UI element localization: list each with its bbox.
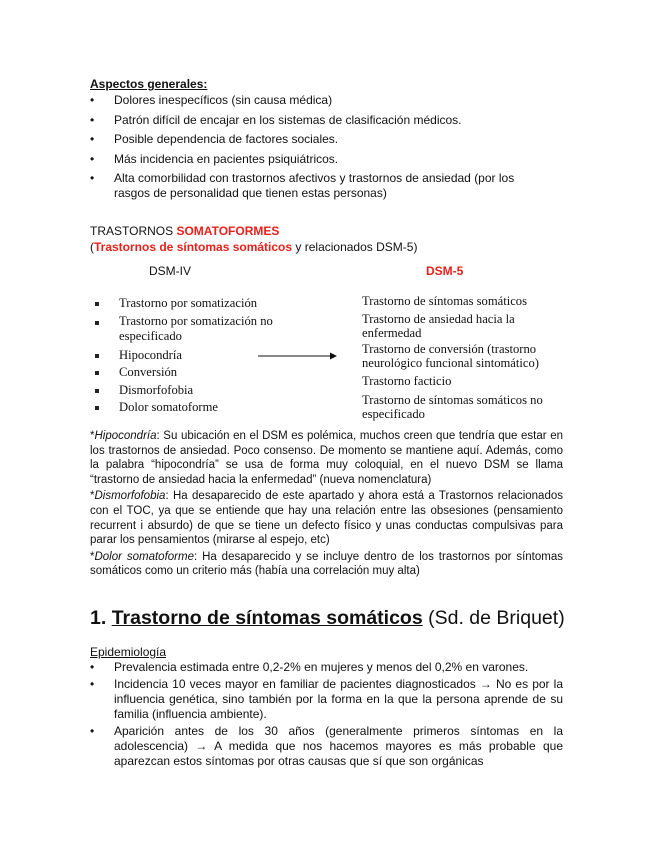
list-item: Trastorno de síntomas somáticos [362, 294, 527, 308]
list-item: • Alta comorbilidad con trastornos afectivos y trastornos de ansiedad (por los rasgos de personalidad que tienen estas personas) [90, 171, 515, 201]
dsm5-list [362, 294, 562, 425]
bullet-icon: • [90, 132, 95, 147]
list-item: • Posible dependencia de factores sociales. [90, 132, 339, 147]
list-item: Dismorfofobia [95, 382, 310, 400]
note-paragraph: *Dolor somatoforme: Ha desaparecido y se incluye dentro de los trastornos por síntomas somáticos como un criterio más (había una correlación muy alta) [90, 550, 563, 578]
list-item: Trastorno de conversión (trastorno neurológico funcional sintomático) [362, 342, 539, 370]
list-item: • Más incidencia en pacientes psiquiátricos. [90, 151, 339, 166]
square-bullet-icon [95, 406, 99, 410]
bullet-icon: • [90, 171, 95, 186]
list-item: • Patrón difícil de encajar en los sistemas de clasificación médicos. [90, 112, 462, 127]
list-item: • Aparición antes de los 30 años (generalmente primeros síntomas en la adolescencia) → A medida que nos hacemos mayores es más probable que aparezcan estos síntomas por otras causas que sí que son orgánicas [90, 724, 563, 768]
square-bullet-icon [95, 389, 99, 393]
general-section [90, 77, 552, 201]
list-item: Hipocondría [95, 347, 310, 365]
list-item: • Incidencia 10 veces mayor en familiar de pacientes diagnosticados → No es por la influencia genética, sino también por la forma en la que la persona aprende de su familia (influencia ambiente). [90, 677, 563, 721]
section-title: 1. Trastorno de síntomas somáticos (Sd. de Briquet) [90, 607, 565, 629]
list-item: Trastorno de síntomas somáticos no especificado [362, 393, 543, 421]
note-paragraph: *Dismorfofobia: Ha desaparecido de este apartado y ahora está a Trastornos relacionados con el TOC, ya que se entiende que hay una relación entre las obsesiones (pensamiento recurrent i absurdo) de que se tiene un defecto físico y unas conductas compulsivas para parar los pensamientos (mirarse al espejo, etc) [90, 490, 563, 547]
bullet-icon: • [90, 677, 95, 691]
right-arrow-icon [258, 351, 338, 361]
list-item: Trastorno facticio [362, 374, 452, 388]
note-paragraph: *Hipocondría: Su ubicación en el DSM es polémica, muchos creen que tendría que estar en los trastornos de ansiedad. Poco consenso. De momento se mantiene aquí. Además, como la palabra “hipocondría” se usa de forma muy coloquial, en el nuevo DSM se llama “trastorno de ansiedad hacia la enfermedad” (nueva nomenclatura) [90, 430, 563, 486]
notes-block [90, 429, 563, 579]
epidemiology-heading: Epidemiología [90, 645, 167, 659]
bullet-icon: • [90, 112, 95, 127]
bullet-icon: • [90, 93, 95, 107]
bullet-icon: • [90, 724, 95, 738]
bullet-icon: • [90, 151, 95, 166]
epidemiology-list [90, 660, 563, 769]
list-item: Trastorno por somatización [95, 295, 310, 313]
list-item: Trastorno de ansiedad hacia la enfermedad [362, 311, 515, 340]
general-heading: Aspectos generales: [90, 77, 208, 91]
list-item: Dolor somatoforme [95, 399, 310, 417]
general-list [90, 93, 552, 201]
list-item: • Prevalencia estimada entre 0,2-2% en mujeres y menos del 0,2% en varones. [90, 660, 529, 674]
square-bullet-icon [95, 371, 99, 375]
somato-heading: TRASTORNOS SOMATOFORMES (Trastornos de síntomas somáticos y relacionados DSM-5) [90, 224, 418, 254]
square-bullet-icon [95, 302, 99, 306]
list-item: Trastorno por somatización no especificado [95, 314, 310, 345]
list-item: Conversión [95, 364, 310, 382]
square-bullet-icon [95, 354, 99, 358]
dsm5-label: DSM-5 [426, 264, 464, 278]
dsm4-label: DSM-IV [149, 264, 191, 278]
bullet-icon: • [90, 660, 95, 674]
square-bullet-icon [95, 321, 99, 325]
list-item: • Dolores inespecíficos (sin causa médica) [90, 93, 333, 107]
